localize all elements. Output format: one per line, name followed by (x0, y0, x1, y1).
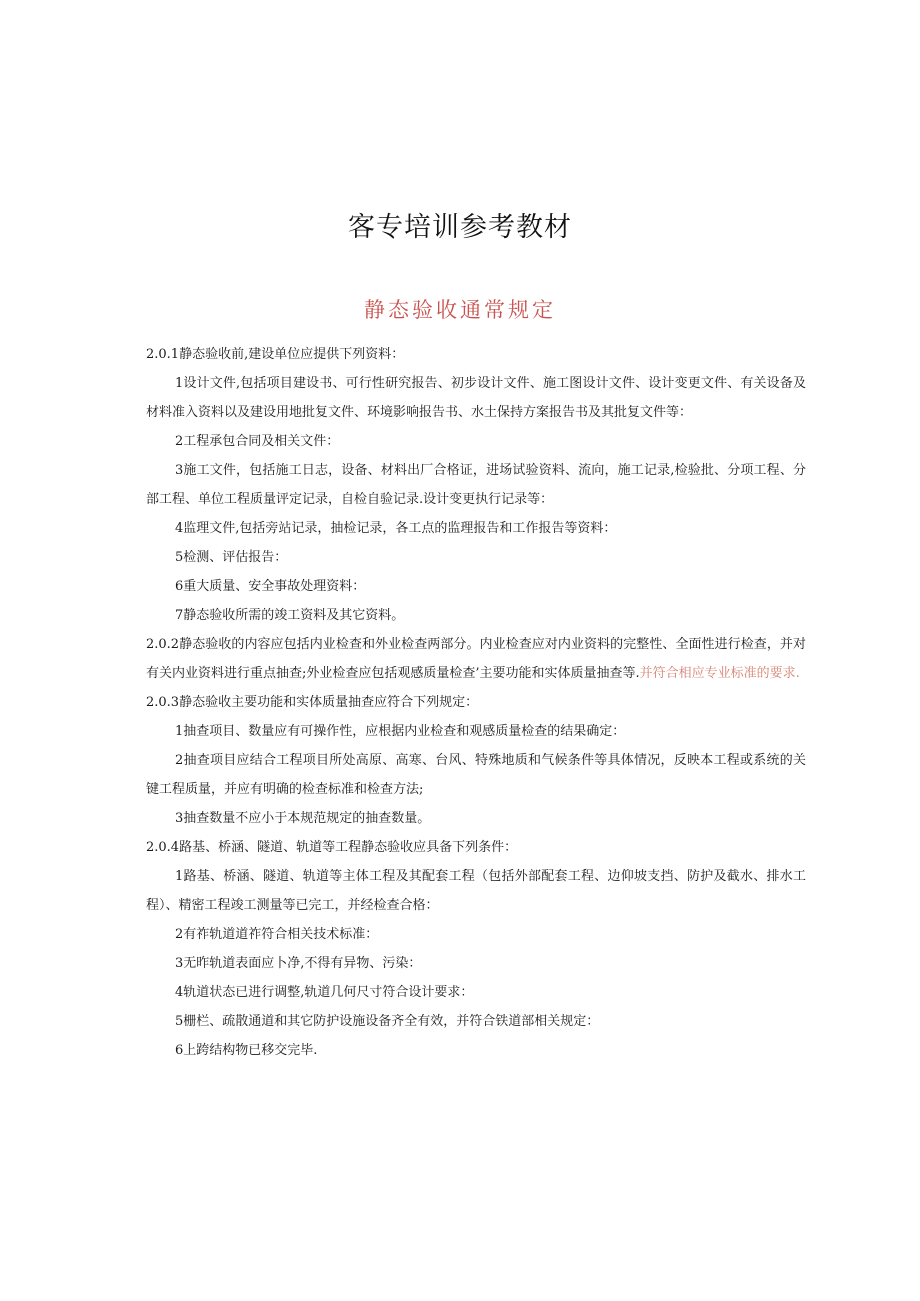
clause-2-0-1-item-6: 6重大质量、安全事故处理资料： (175, 579, 366, 594)
clause-2-0-3: 2.0.3静态验收主要功能和实体质量抽查应符合下列规定： (146, 695, 479, 710)
document-body (146, 340, 806, 1065)
clause-2-0-4-item-3: 3无昨轨道表面应卜净,不得有异物、污染： (175, 956, 422, 971)
clause-2-0-1-item-7: 7静态验收所需的竣工资料及其它资料。 (175, 608, 405, 623)
clause-2-0-3-item-2: 2抽查项目应结合工程项目所处高原、高寒、台风、特殊地质和气候条件等具体情况，反映本工程或系统的关键工程质量，并应有明确的检查标准和检查方法; (146, 753, 806, 797)
clause-2-0-4-item-1: 1路基、桥涵、隧道、轨道等主体工程及其配套工程（包括外部配套工程、边仰坡支挡、防护及截水、排水工程）、精密工程竣工测量等已完工，并经检查合格： (146, 869, 806, 913)
clause-2-0-3-item-1: 1抽查项目、数量应有可操作性，应根据内业检查和观感质量检查的结果确定： (175, 724, 626, 739)
clause-2-0-2-highlight: 并符合相应专业标准的要求. (639, 666, 800, 681)
section-title: 静态验收通常规定 (364, 298, 556, 322)
clause-2-0-1-item-5: 5检测、评估报告： (175, 550, 288, 565)
clause-2-0-1: 2.0.1静态验收前,建设单位应提供下列资料： (146, 347, 405, 362)
clause-2-0-4: 2.0.4路基、桥涵、隧道、轨道等工程静态验收应具备下列条件： (146, 840, 518, 855)
clause-2-0-1-item-4: 4监理文件,包括旁站记录，抽检记录，各工点的监理报告和工作报告等资料： (175, 521, 617, 536)
clause-2-0-1-item-3: 3施工文件，包括施工日志，设备、材料出厂合格证，进场试验资料、流向，施工记录,检验批、分项工程、分部工程、单位工程质量评定记录，自检自验记录.设计变更执行记录等： (146, 463, 806, 507)
clause-2-0-1-item-1: 1设计文件,包括项目建设书、可行性研究报告、初步设计文件、施工图设计文件、设计变更文件、有关设备及材料准入资料以及建设用地批复文件、环境影响报告书、水土保持方案报告书及其批复文件等： (146, 376, 806, 420)
clause-2-0-4-item-2: 2有祚轨道道祚符合相关技术标准： (175, 927, 379, 942)
clause-2-0-4-item-4: 4轨道状态已进行调整,轨道几何尺寸符合设计要求： (175, 985, 474, 1000)
clause-2-0-2 (146, 630, 806, 688)
clause-2-0-1-item-2: 2工程承包合同及相关文件： (175, 434, 340, 449)
document-title: 客专培训参考教材 (348, 212, 572, 243)
clause-2-0-4-item-5: 5栅栏、疏散通道和其它防护设施设备齐全有效，并符合铁道部相关规定： (175, 1014, 600, 1029)
clause-2-0-4-item-6: 6上跨结构物已移交完毕. (175, 1043, 318, 1058)
clause-2-0-2-text: 2.0.2静态验收的内容应包括内业检查和外业检查两部分。内业检查应对内业资料的完整性、全面性进行检查，并对有关内业资料进行重点抽查;外业检查应包括观感质量检查’主要功能和实体质量抽查等. (146, 637, 806, 681)
clause-2-0-3-item-3: 3抽查数量不应小于本规范规定的抽查数量。 (175, 811, 431, 826)
